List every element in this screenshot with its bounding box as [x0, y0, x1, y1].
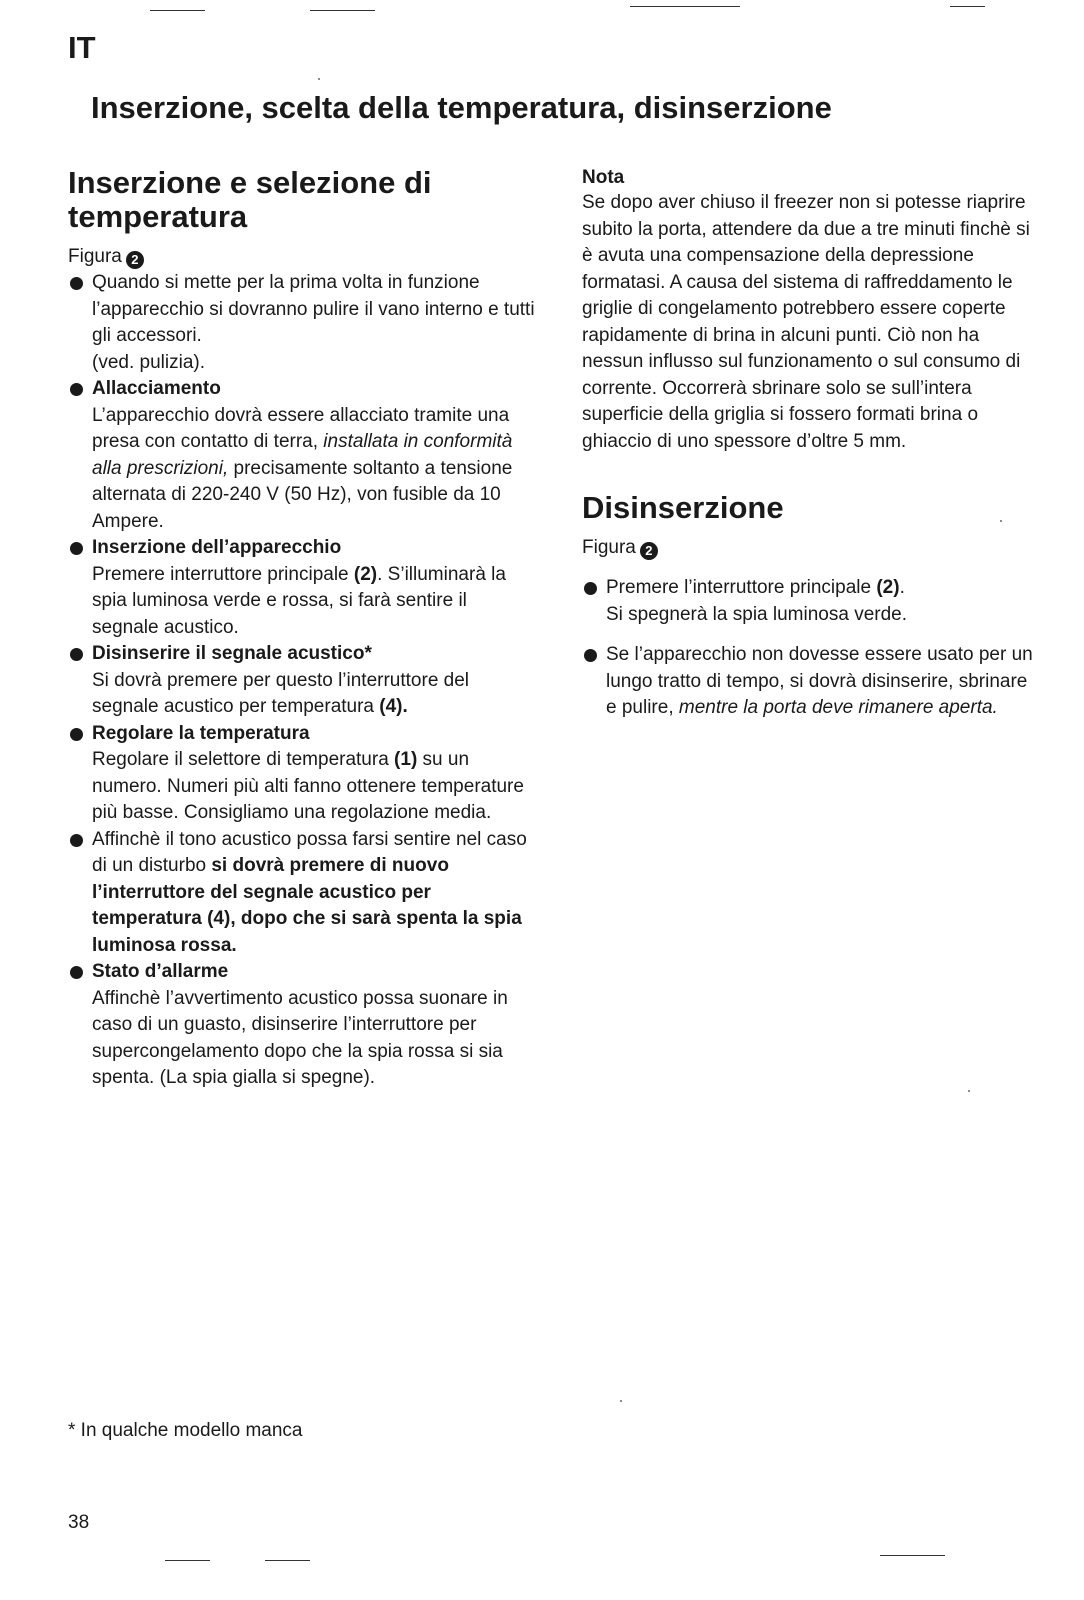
- item-text: . S’illuminarà la spia luminosa verde e rossa, si farà sentire il segnale acustico.: [92, 563, 506, 638]
- bullet-icon: [584, 649, 597, 662]
- item-text: (2): [876, 577, 900, 598]
- section-heading-disinserzione: Disinserzione: [582, 490, 784, 525]
- item-text: Affinchè l’avvertimento acustico possa suonare in caso di un guasto, disinserire l’interruttore per supercongelamento dopo che la spia rossa si sia spenta. (La spia gialla si spegne).: [92, 987, 508, 1088]
- figure-label: Figura: [582, 537, 636, 558]
- item-text: Si dovrà premere per questo l’interruttore del segnale acustico per temperatura: [92, 669, 470, 717]
- right-column: [582, 166, 1042, 736]
- instruction-list: [582, 575, 1042, 722]
- note-title: Nota: [582, 167, 625, 188]
- item-text: Affinchè il tono acustico possa farsi sentire nel caso di un disturbo: [92, 828, 527, 876]
- note-text: Se dopo aver chiuso il freezer non si potesse riaprire subito la porta, attendere da due a tre minuti finchè si è avuta una compensazione della depressione formatasi. A causa del sistema di raffreddamento le griglie di congelamento potrebbero essere coperte rapidamente di brina in alcuni punti. Ciò non ha nessun influsso sul funzionamento o sul consumo di corrente. Occorrerà sbrinare solo se sull’intera superficie della griglia si fossero formati brina o ghiaccio di uno spessore d’oltre 5 mm.: [582, 192, 1030, 452]
- bullet-icon: [70, 728, 83, 741]
- list-item: [68, 721, 538, 827]
- item-text: .: [899, 577, 905, 598]
- item-text: Premere interruttore principale: [92, 563, 354, 585]
- bullet-icon: [584, 582, 597, 595]
- item-text: su un numero. Numeri più alti fanno ottenere temperature più basse. Consigliamo una regolazione media.: [92, 749, 524, 823]
- page-number: 38: [68, 1512, 90, 1533]
- item-text: installata in conformità alla prescrizioni,: [92, 431, 513, 479]
- item-text: mentre la porta deve rimanere aperta.: [678, 697, 998, 718]
- item-text: precisamente soltanto a tensione alternata di 220-240 V (50 Hz), von fusible da 10 Ampere.: [92, 457, 513, 532]
- item-text: Quando si mette per la prima volta in funzione l’apparecchio si dovranno pulire il vano interno e tutti gli accessori.: [92, 272, 535, 346]
- list-item: [68, 535, 538, 641]
- item-text: Si spegnerà la spia luminosa verde.: [606, 603, 908, 625]
- bullet-icon: [70, 648, 83, 661]
- footnote: * In qualche modello manca: [68, 1420, 303, 1441]
- figure-number-badge: 2: [640, 542, 658, 560]
- item-title: Allacciamento: [92, 378, 221, 399]
- list-item: [68, 959, 538, 1092]
- language-code: IT: [68, 30, 96, 65]
- item-title: Inserzione dell’apparecchio: [92, 537, 342, 558]
- item-text: L’apparecchio dovrà essere allacciato tramite una presa con contatto di terra,: [92, 404, 510, 452]
- list-item: [68, 641, 538, 721]
- list-item: [68, 270, 538, 376]
- figure-number-badge: 2: [126, 251, 144, 269]
- bullet-icon: [70, 834, 83, 847]
- scan-speck: [968, 1090, 970, 1092]
- figure-reference: [68, 244, 538, 270]
- item-text: Premere l’interruttore principale: [606, 577, 877, 598]
- scan-line: [950, 6, 985, 7]
- scan-line: [265, 1560, 310, 1561]
- instruction-list: [68, 270, 538, 1092]
- scan-line: [310, 10, 375, 11]
- bullet-icon: [70, 966, 83, 979]
- scan-speck: [318, 78, 320, 80]
- item-text: (ved. pulizia).: [92, 351, 205, 373]
- section-heading-inserzione: Inserzione e selezione di temperatura: [68, 165, 432, 234]
- figure-label: Figura: [68, 246, 122, 267]
- scan-speck: [620, 1400, 622, 1402]
- list-item: [68, 376, 538, 535]
- figure-reference: [582, 535, 1042, 561]
- bullet-icon: [70, 383, 83, 396]
- item-text: Se l’apparecchio non dovesse essere usato per un lungo tratto di tempo, si dovrà disinserire, sbrinare e pulire,: [606, 644, 1033, 718]
- item-title: Stato d’allarme: [92, 961, 229, 982]
- scan-line: [165, 1560, 210, 1561]
- page-title: Inserzione, scelta della temperatura, disinserzione: [91, 90, 832, 125]
- item-text: si dovrà premere di nuovo l’interruttore del segnale acustico per temperatura (4), dopo che si sarà spenta la spia luminosa rossa.: [92, 855, 522, 956]
- bullet-icon: [70, 542, 83, 555]
- item-title: Regolare la temperatura: [92, 722, 310, 744]
- list-item: [582, 642, 1042, 722]
- list-item: [582, 575, 1042, 628]
- scan-line: [630, 6, 740, 7]
- item-text: (2): [353, 563, 378, 585]
- item-title: Disinserire il segnale acustico*: [92, 643, 372, 664]
- item-text: Regolare il selettore di temperatura: [92, 749, 395, 770]
- left-column: [68, 166, 538, 1092]
- item-text: (4).: [379, 696, 408, 717]
- bullet-icon: [70, 277, 83, 290]
- scan-line: [880, 1555, 945, 1556]
- list-item: [68, 827, 538, 960]
- item-text: (1): [394, 749, 418, 770]
- scan-line: [150, 10, 205, 11]
